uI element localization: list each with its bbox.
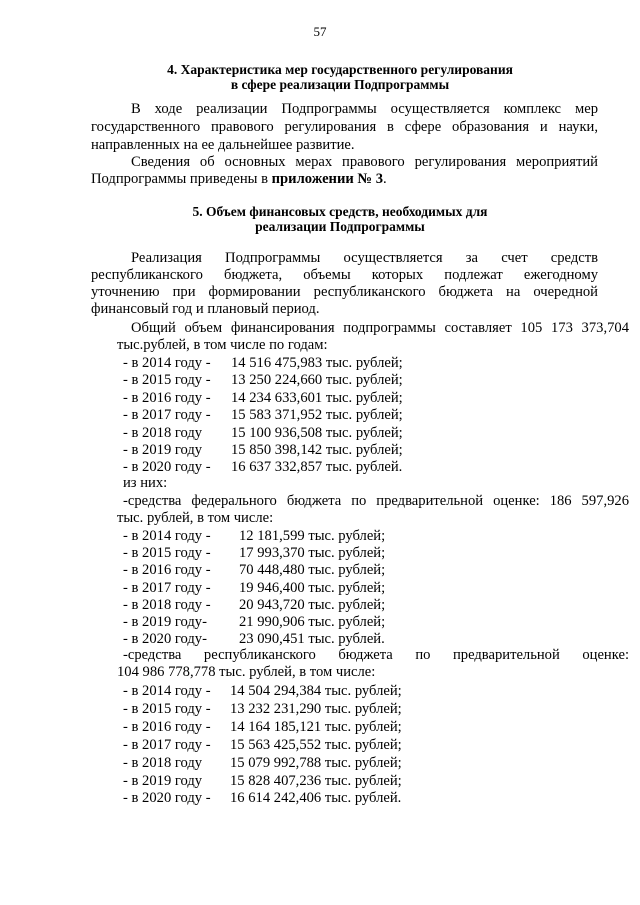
total-year-row: [123, 459, 403, 476]
amount-value: 14 164 185,121 тыс. рублей;: [230, 718, 402, 735]
total-financing-line-2: тыс.рублей, в том числе по годам:: [117, 337, 328, 353]
federal-budget-line-2: тыс. рублей, в том числе:: [117, 510, 274, 526]
federal-budget-line-1: -средства федерального бюджета по предварительной оценке: 186 597,926: [123, 493, 629, 509]
total-year-row: [123, 424, 403, 442]
republic-budget-line-1: -средства республиканского бюджета по предварительной оценке:: [123, 647, 629, 663]
appendix-3-reference: приложении № 3: [271, 171, 384, 187]
s4-paragraph-2-line-1: Сведения об основных мерах правового регулирования мероприятий: [131, 154, 598, 170]
s5-paragraph-1-line-2: республиканского бюджета, объемы которых подлежат ежегодному: [91, 267, 598, 283]
amount-value: 15 828 407,236 тыс. рублей;: [230, 772, 402, 789]
federal-year-row: [123, 562, 386, 579]
amount-value: 14 504 294,384 тыс. рублей;: [230, 683, 402, 699]
republic-budget-line-2: 104 986 778,778 тыс. рублей, в том числе:: [117, 664, 376, 680]
year-label: - в 2016 году -: [123, 389, 211, 406]
year-label: - в 2016 году -: [123, 718, 211, 735]
republic-year-row: [123, 736, 402, 754]
amount-value: 12 181,599 тыс. рублей;: [239, 528, 386, 544]
year-label: - в 2020 году-: [123, 631, 207, 648]
amount-value: 15 583 371,952 тыс. рублей;: [231, 407, 403, 424]
republic-year-row: [123, 683, 402, 700]
year-label: - в 2017 году -: [123, 579, 211, 596]
total-year-row: [123, 355, 403, 372]
year-label: - в 2020 году -: [123, 790, 211, 807]
total-year-row: [123, 372, 403, 389]
year-label: - в 2019 году-: [123, 614, 207, 630]
year-label: - в 2019 году: [123, 772, 203, 789]
amount-value: 14 234 633,601 тыс. рублей;: [231, 389, 403, 406]
republic-year-row: [123, 700, 402, 718]
republic-year-row: [123, 790, 402, 807]
section-5-title-line-2: реализации Подпрограммы: [255, 219, 425, 234]
federal-year-row: [123, 631, 385, 648]
year-label: - в 2015 году -: [123, 700, 211, 717]
year-label: - в 2014 году -: [123, 528, 211, 544]
amount-value: 20 943,720 тыс. рублей;: [239, 596, 386, 613]
amount-value: 14 516 475,983 тыс. рублей;: [231, 355, 403, 371]
year-label: - в 2014 году -: [123, 683, 211, 699]
s4-paragraph-2-line-2: [91, 171, 387, 188]
s4-p2-end: .: [383, 171, 387, 187]
year-label: - в 2017 году -: [123, 407, 211, 424]
amount-value: 70 448,480 тыс. рублей;: [239, 562, 386, 579]
federal-year-row: [123, 614, 386, 631]
amount-value: 19 946,400 тыс. рублей;: [239, 579, 386, 596]
total-year-row: [123, 389, 403, 407]
amount-value: 17 993,370 тыс. рублей;: [239, 545, 386, 562]
s5-paragraph-1-line-4: финансовый год и плановый период.: [91, 301, 320, 317]
amount-value: 15 100 936,508 тыс. рублей;: [231, 424, 403, 441]
amount-value: 13 232 231,290 тыс. рублей;: [230, 700, 402, 717]
section-4-title: [90, 62, 590, 92]
federal-year-row: [123, 545, 386, 562]
amount-value: 15 563 425,552 тыс. рублей;: [230, 736, 402, 753]
year-label: - в 2018 году -: [123, 596, 211, 613]
year-label: - в 2018 году: [123, 754, 203, 771]
amount-value: 13 250 224,660 тыс. рублей;: [231, 372, 403, 389]
section-5-title-line-1: 5. Объем финансовых средств, необходимых для: [192, 204, 488, 219]
republic-year-row: [123, 772, 402, 790]
section-4-title-line-2: в сфере реализации Подпрограммы: [230, 77, 450, 92]
total-year-row: [123, 407, 403, 424]
s5-paragraph-1-line-3: уточнению при формировании республиканского бюджета на очередной: [91, 284, 598, 300]
page-number: 57: [313, 24, 327, 39]
s4-paragraph-1-line-2: государственного правового регулирования в сфере образования и науки,: [91, 119, 598, 135]
amount-value: 16 614 242,406 тыс. рублей.: [230, 790, 402, 807]
year-label: - в 2016 году -: [123, 562, 211, 579]
s4-p2-text: Подпрограммы приведены в: [91, 171, 272, 187]
federal-year-row: [123, 596, 386, 614]
s4-paragraph-1-line-3: направленных на ее дальнейшее развитие.: [91, 137, 355, 153]
federal-year-row: [123, 528, 386, 545]
s4-paragraph-1-line-1: В ходе реализации Подпрограммы осуществляется комплекс мер: [131, 101, 598, 117]
amount-value: 15 850 398,142 тыс. рублей;: [231, 442, 403, 458]
amount-value: 16 637 332,857 тыс. рублей.: [231, 459, 403, 476]
amount-value: 21 990,906 тыс. рублей;: [239, 614, 386, 630]
total-year-row: [123, 442, 403, 459]
section-5-title: [90, 204, 590, 234]
of-them-label: из них:: [123, 475, 168, 491]
year-label: - в 2014 году -: [123, 355, 211, 371]
amount-value: 15 079 992,788 тыс. рублей;: [230, 754, 402, 771]
section-4-title-line-1: 4. Характеристика мер государственного регулирования: [167, 62, 513, 77]
year-label: - в 2015 году -: [123, 545, 211, 562]
year-label: - в 2018 году: [123, 424, 203, 441]
year-label: - в 2019 году: [123, 442, 203, 458]
year-label: - в 2020 году -: [123, 459, 211, 476]
republic-year-row: [123, 754, 402, 772]
amount-value: 23 090,451 тыс. рублей.: [239, 631, 385, 648]
year-label: - в 2017 году -: [123, 736, 211, 753]
year-label: - в 2015 году -: [123, 372, 211, 389]
republic-year-row: [123, 718, 402, 736]
s5-paragraph-1-line-1: Реализация Подпрограммы осуществляется за счет средств: [131, 250, 598, 266]
federal-year-row: [123, 579, 386, 597]
total-financing-line-1: Общий объем финансирования подпрограммы составляет 105 173 373,704: [131, 320, 629, 336]
